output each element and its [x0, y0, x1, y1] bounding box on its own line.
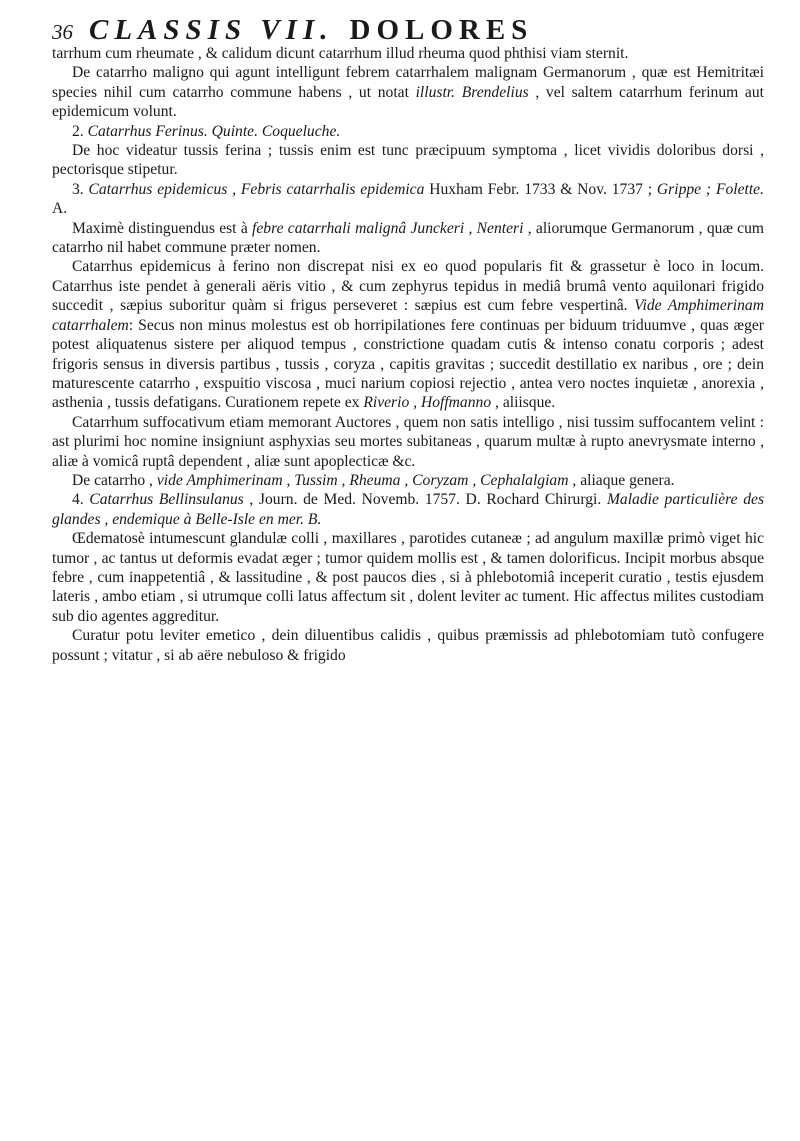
italic-text: vide Amphimerinam , Tussim , Rheuma , Coryzam , Cephalalgiam — [156, 471, 569, 489]
text-run: A. — [52, 200, 68, 218]
text-run: , aliisque. — [491, 394, 556, 412]
paragraph — [52, 44, 764, 63]
paragraph — [52, 122, 764, 141]
text-run: De catarrho maligno qui agunt intelligunt febrem catarrhalem malignam Germanorum , quæ est Hemitritæi species nihil cum catarrho commune habens , ut notat — [52, 64, 764, 101]
paragraph — [52, 490, 764, 529]
italic-text: Grippe ; Folette. — [656, 180, 765, 198]
paragraph — [52, 257, 764, 412]
paragraph — [52, 529, 764, 626]
text-run: 2. — [72, 122, 88, 140]
italic-text: illustr. Brendelius — [415, 83, 529, 101]
class-title: CLASSIS VII. — [89, 14, 334, 46]
text-run: 3. — [72, 180, 89, 198]
text-run: Maximè distinguendus est à — [72, 219, 253, 237]
italic-text: Riverio , Hoffmanno — [363, 394, 492, 412]
page-number: 36 — [52, 20, 73, 44]
paragraph — [52, 219, 764, 258]
section-title: DOLORES — [349, 14, 534, 46]
text-run: , aliaque genera. — [568, 471, 675, 489]
text-run: , aliorumque Germanorum , quæ cum catarrho nil habet commune præter nomen. — [52, 219, 765, 257]
italic-text: Catarrhus Ferinus. Quinte. Coqueluche. — [87, 122, 341, 140]
text-run: De hoc videatur tussis ferina ; tussis enim est tunc præcipuum symptoma , licet vividis doloribus dorsi , pectorisque stipetur. — [52, 142, 764, 179]
text-run: Curatur potu leviter emetico , dein diluentibus calidis , quibus præmissis ad phlebotomiam tutò confugere possunt ; vitatur , si ab aëre nebuloso & frigido — [52, 627, 764, 664]
paragraph — [52, 141, 764, 180]
paragraph — [52, 63, 764, 121]
paragraph — [52, 626, 764, 665]
text-run: , Journ. de Med. Novemb. 1757. D. Rochard Chirurgi. — [243, 491, 607, 509]
text-run: tarrhum cum rheumate , & calidum dicunt catarrhum illud rheuma quod phthisi viam sternit. — [52, 45, 629, 62]
italic-text: Maladie particulière des glandes , endemique à Belle-Isle en mer. B. — [52, 491, 765, 528]
italic-text: Catarrhus epidemicus , Febris catarrhalis epidemica — [88, 180, 425, 198]
text-run: 4. — [72, 491, 90, 509]
italic-text: Catarrhus Bellinsulanus — [89, 491, 244, 509]
italic-text: Vide Amphimerinam catarrhalem — [52, 297, 764, 334]
text-run: Huxham Febr. 1733 & Nov. 1737 ; — [424, 180, 657, 198]
text-run: , vel saltem catarrhum ferinum aut epidemicum volunt. — [52, 83, 764, 121]
text-run: De catarrho , — [72, 471, 157, 489]
running-header — [52, 14, 764, 44]
text-run: : Secus non minus molestus est ob horripilationes fere continuas per biduum triduumve , quas æger potest aliquatenus sistere per aliquod tempus , constrictione quadam cutis & intenso conatu corporis ; adest frigoris sensus in diversis partibus , tussis , coryza , capitis gravitas ; succedit destillatio ex naribus , ore ; dein maturescente catarrho , exspuitio viscosa , muci narium copiosi rejectio , antea vero noctes inquietæ , anorexia , asthenia , tussis defatigans. Curationem repete ex — [52, 316, 764, 412]
body-text — [52, 44, 764, 665]
italic-text: febre catarrhali malignâ Junckeri , Nenteri — [252, 219, 524, 237]
text-run: Catarrhum suffocativum etiam memorant Auctores , quem non satis intelligo , nisi tussim suffocantem velint : ast plurimi hoc nomine insigniunt asphyxias seu mortes subitaneas , quarum multæ à rupto anevrysmate interno , aliæ à vomicâ ruptâ dependent , aliæ sunt apoplecticæ &c. — [52, 413, 764, 470]
text-run: Catarrhus epidemicus à ferino non discrepat nisi ex eo quod popularis fit & grassetur è loco in locum. Catarrhus iste pendet à generali aëris vitio , & cum zephyrus tepidus in mediâ brumâ vento aquilonari frigido succedit , sæpius suboritur quàm si frigus perseveret : sæpius est cum febre vespertinâ. — [52, 258, 764, 315]
paragraph — [52, 180, 764, 219]
paragraph — [52, 471, 764, 490]
text-run: Œdematosè intumescunt glandulæ colli , maxillares , parotides cutaneæ ; ad angulum maxillæ primò viget hic tumor , ac tantus ut deformis evadat æger ; tumor quidem mollis est , & tamen dolorificus. Incipit morbus absque febre , cum inappetentiâ , & lassitudine , & post paucos dies , si à phlebotomiâ inceperit curatio , testis ejusdem lateris , ambo etiam , si utrumque colli latus affectum sit , dolent leviter ac tument. Hic affectus milites custodiam sub dio agentes aggreditur. — [52, 530, 764, 625]
paragraph — [52, 413, 764, 471]
